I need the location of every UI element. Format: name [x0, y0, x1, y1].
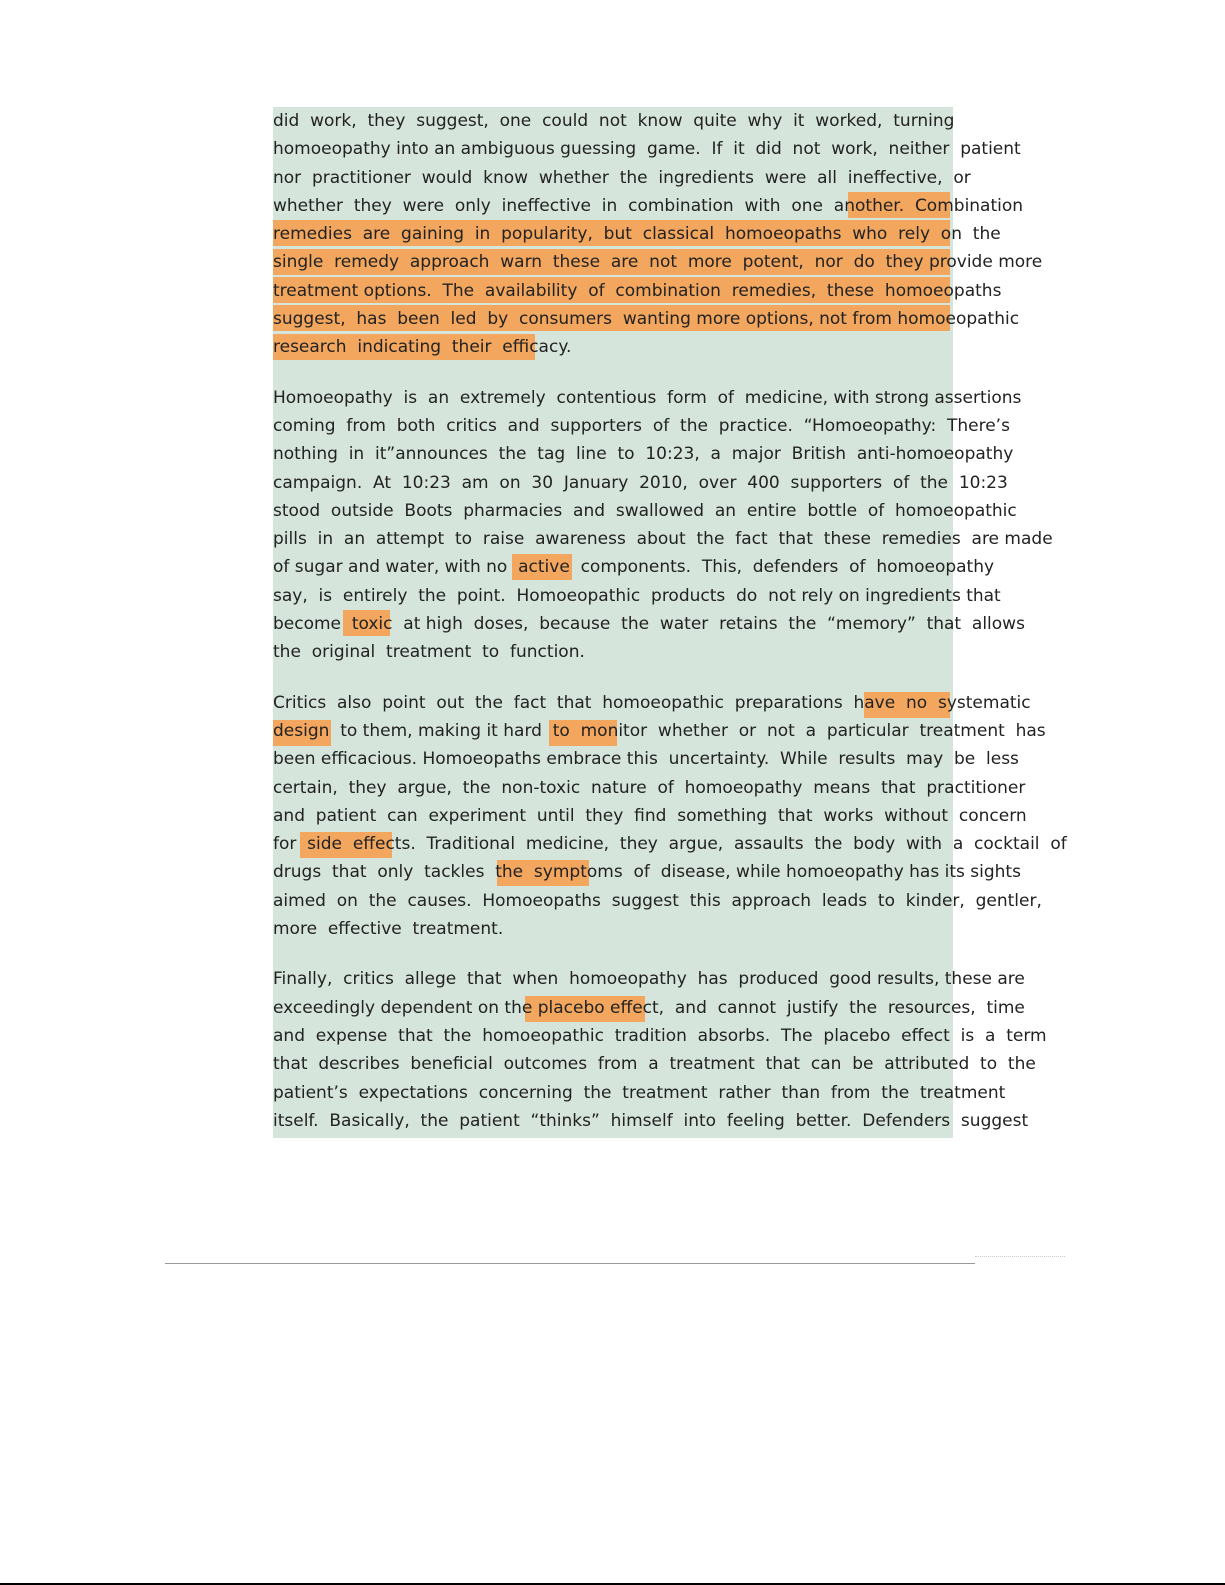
text-line: nor practitioner would know whether the ingredients were all ineffective, or	[273, 167, 971, 188]
document-body	[273, 107, 1093, 1157]
text-line: and patient can experiment until they find something that works without concern	[273, 805, 1027, 826]
text-line: for side effects. Traditional medicine, they argue, assaults the body with a cocktail of	[273, 834, 1067, 855]
text-line: patient’s expectations concerning the treatment rather than from the treatment	[273, 1082, 1006, 1103]
text-line: and expense that the homoeopathic tradition absorbs. The placebo effect is a term	[273, 1025, 1047, 1046]
text-line: been efficacious. Homoeopaths embrace this uncertainty. While results may be less	[273, 749, 1019, 770]
text-line: did work, they suggest, one could not know quite why it worked, turning	[273, 111, 955, 131]
text-line: suggest, has been led by consumers wanting more options, not from homoeopathic	[273, 309, 1020, 330]
text-line: more effective treatment.	[273, 919, 504, 940]
text-line: nothing in it”announces the tag line to 10:23, a major British anti-homoeopathy	[273, 444, 1014, 465]
paragraph-combination-remedies	[273, 107, 1093, 362]
text-line: of sugar and water, with no active components. This, defenders of homoeopathy	[273, 557, 995, 578]
text-line: homoeopathy into an ambiguous guessing game. If it did not work, neither patient	[273, 139, 1021, 160]
footer-divider	[165, 1263, 975, 1264]
text-line: certain, they argue, the non-toxic nature of homoeopathy means that practitioner	[273, 777, 1026, 798]
text-line: pills in an attempt to raise awareness about the fact that these remedies are made	[273, 529, 1053, 550]
text-line: that describes beneficial outcomes from a treatment that can be attributed to the	[273, 1054, 1036, 1075]
text-line: treatment options. The availability of combination remedies, these homoeopaths	[273, 280, 1002, 301]
text-line: Finally, critics allege that when homoeopathy has produced good results, these are	[273, 969, 1025, 990]
paragraph-critics	[273, 689, 1093, 944]
text-line: aimed on the causes. Homoeopaths suggest this approach leads to kinder, gentler,	[273, 890, 1042, 911]
text-line: stood outside Boots pharmacies and swallowed an entire bottle of homoeopathic	[273, 500, 1017, 521]
footer-faint-marks	[975, 1256, 1065, 1263]
text-line: drugs that only tackles the symptoms of disease, while homoeopathy has its sights	[273, 862, 1021, 883]
text-line: campaign. At 10:23 am on 30 January 2010, over 400 supporters of the 10:23	[273, 472, 1008, 493]
text-line: Critics also point out the fact that homoeopathic preparations have no systematic	[273, 692, 1031, 713]
text-line: whether they were only ineffective in combination with one another. Combination	[273, 195, 1024, 216]
text-line: design to them, making it hard to monitor whether or not a particular treatment has	[273, 720, 1046, 741]
text-line: research indicating their efficacy.	[273, 337, 572, 358]
text-line: say, is entirely the point. Homoeopathic products do not rely on ingredients that	[273, 585, 1001, 606]
text-line: single remedy approach warn these are not more potent, nor do they provide more	[273, 252, 1043, 273]
text-line: Homoeopathy is an extremely contentious form of medicine, with strong assertions	[273, 387, 1022, 408]
paragraph-placebo	[273, 965, 1093, 1135]
text-line: the original treatment to function.	[273, 642, 585, 663]
paragraph-contentious	[273, 384, 1093, 667]
text-line: become toxic at high doses, because the water retains the “memory” that allows	[273, 614, 1025, 635]
text-line: remedies are gaining in popularity, but classical homoeopaths who rely on the	[273, 224, 1001, 245]
text-line: coming from both critics and supporters of the practice. “Homoeopathy: There’s	[273, 415, 1010, 436]
text-line: itself. Basically, the patient “thinks” himself into feeling better. Defenders suggest	[273, 1110, 1029, 1131]
text-line: exceedingly dependent on the placebo effect, and cannot justify the resources, time	[273, 997, 1025, 1018]
